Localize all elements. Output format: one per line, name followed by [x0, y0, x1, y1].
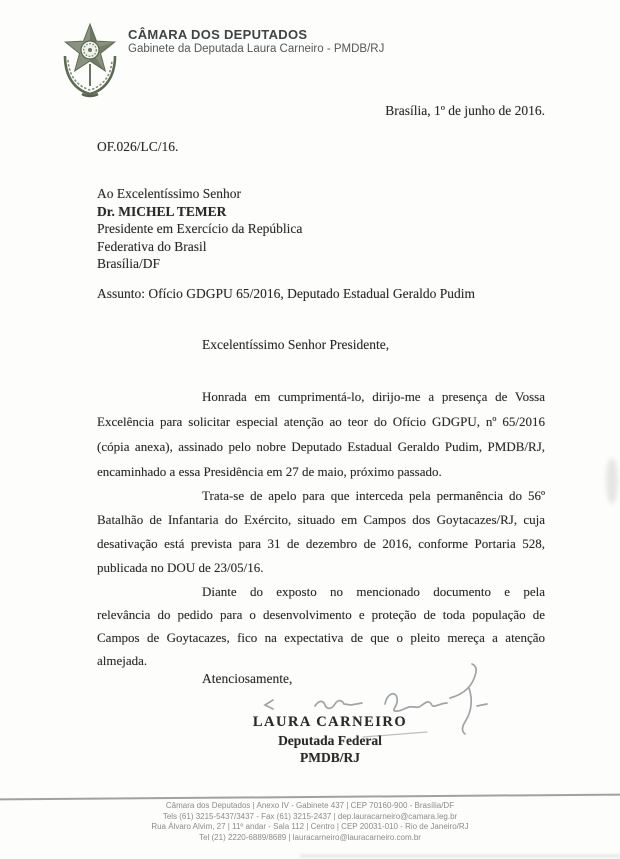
paragraph-line: Trata-se de apelo para que interceda pela permanência do 56º [202, 488, 545, 503]
footer-line-rio-address: Rua Álvaro Alvim, 27 | 11º andar - Sala 112 | Centro | CEP 20031-010 - Rio de Janeiro/RJ [151, 822, 469, 832]
scan-edge-artifact [300, 854, 620, 858]
recipient-line: Ao Excelentíssimo Senhor [97, 186, 241, 201]
reference-number: OF.026/LC/16. [97, 139, 179, 154]
closing-salutation: Atenciosamente, [202, 671, 293, 686]
paragraph-line: Batalhão de Infantaria do Exército, situado em Campos dos Goytacazes/RJ, cuja [97, 512, 545, 527]
paragraph-line: Diante do exposto no mencionado documento e pela [202, 584, 545, 599]
subject-line: Assunto: Ofício GDGPU 65/2016, Deputado Estadual Geraldo Pudim [97, 286, 475, 301]
paragraph-line: Excelência para solicitar especial atenção ao teor do Ofício GDGPU, nº 65/2016 [97, 414, 545, 429]
body-paragraph-2 [97, 484, 545, 580]
paragraph-line: publicada no DOU de 23/05/16. [97, 560, 264, 575]
paragraph-line: relevância do pedido para o desenvolvimento e proteção de toda população de [97, 607, 545, 622]
footer-line-rio-phone: Tel (21) 2220-6889/8689 | lauracarneiro@lauracarneiro.com.br [199, 832, 421, 842]
recipient-line: Federativa do Brasil [97, 238, 207, 254]
paragraph-line: Campos de Goytacazes, fico na expectativa de que o pleito mereça a atenção [97, 630, 545, 645]
scan-smudge-artifact [606, 458, 618, 504]
body-paragraph-1 [97, 384, 545, 484]
footer-divider-line [0, 794, 620, 801]
paragraph-line: (cópia anexa), assinado pelo nobre Deputado Estadual Geraldo Pudim, PMDB/RJ, [97, 439, 545, 454]
recipient-block [97, 185, 302, 273]
paragraph-line: desativação está prevista para 31 de dezembro de 2016, conforme Portaria 528, [97, 536, 545, 551]
paragraph-line: almejada. [97, 653, 148, 668]
brazil-coat-of-arms-icon [56, 20, 124, 102]
recipient-name: Dr. MICHEL TEMER [97, 203, 227, 219]
signature-block [155, 714, 505, 766]
recipient-line: Brasília/DF [97, 256, 160, 271]
signer-role: Deputada Federal [278, 733, 382, 748]
paragraph-line: Honrada em cumprimentá-lo, dirijo-me a presença de Vossa [202, 389, 545, 404]
signer-name: LAURA CARNEIRO [252, 714, 408, 730]
signer-party: PMDB/RJ [300, 750, 360, 765]
footer-line-brasilia-phones: Tels (61) 3215-5437/3437 - Fax (61) 3215-2437 | dep.lauracarneiro@camara.leg.br [162, 811, 458, 821]
footer-contact-block [0, 801, 620, 843]
recipient-line: Presidente em Exercício da República [97, 221, 303, 236]
header-organization: CÂMARA DOS DEPUTADOS [128, 27, 308, 42]
header-office-line: Gabinete da Deputada Laura Carneiro - PMDB/RJ [128, 43, 385, 55]
city-date-line: Brasília, 1º de junho de 2016. [385, 103, 545, 118]
salutation: Excelentíssimo Senhor Presidente, [202, 337, 390, 352]
footer-line-brasilia-address: Câmara dos Deputados | Anexo IV - Gabinete 437 | CEP 70160-900 - Brasília/DF [165, 801, 455, 810]
paragraph-line: encaminhado a essa Presidência em 27 de maio, próximo passado. [97, 464, 442, 479]
